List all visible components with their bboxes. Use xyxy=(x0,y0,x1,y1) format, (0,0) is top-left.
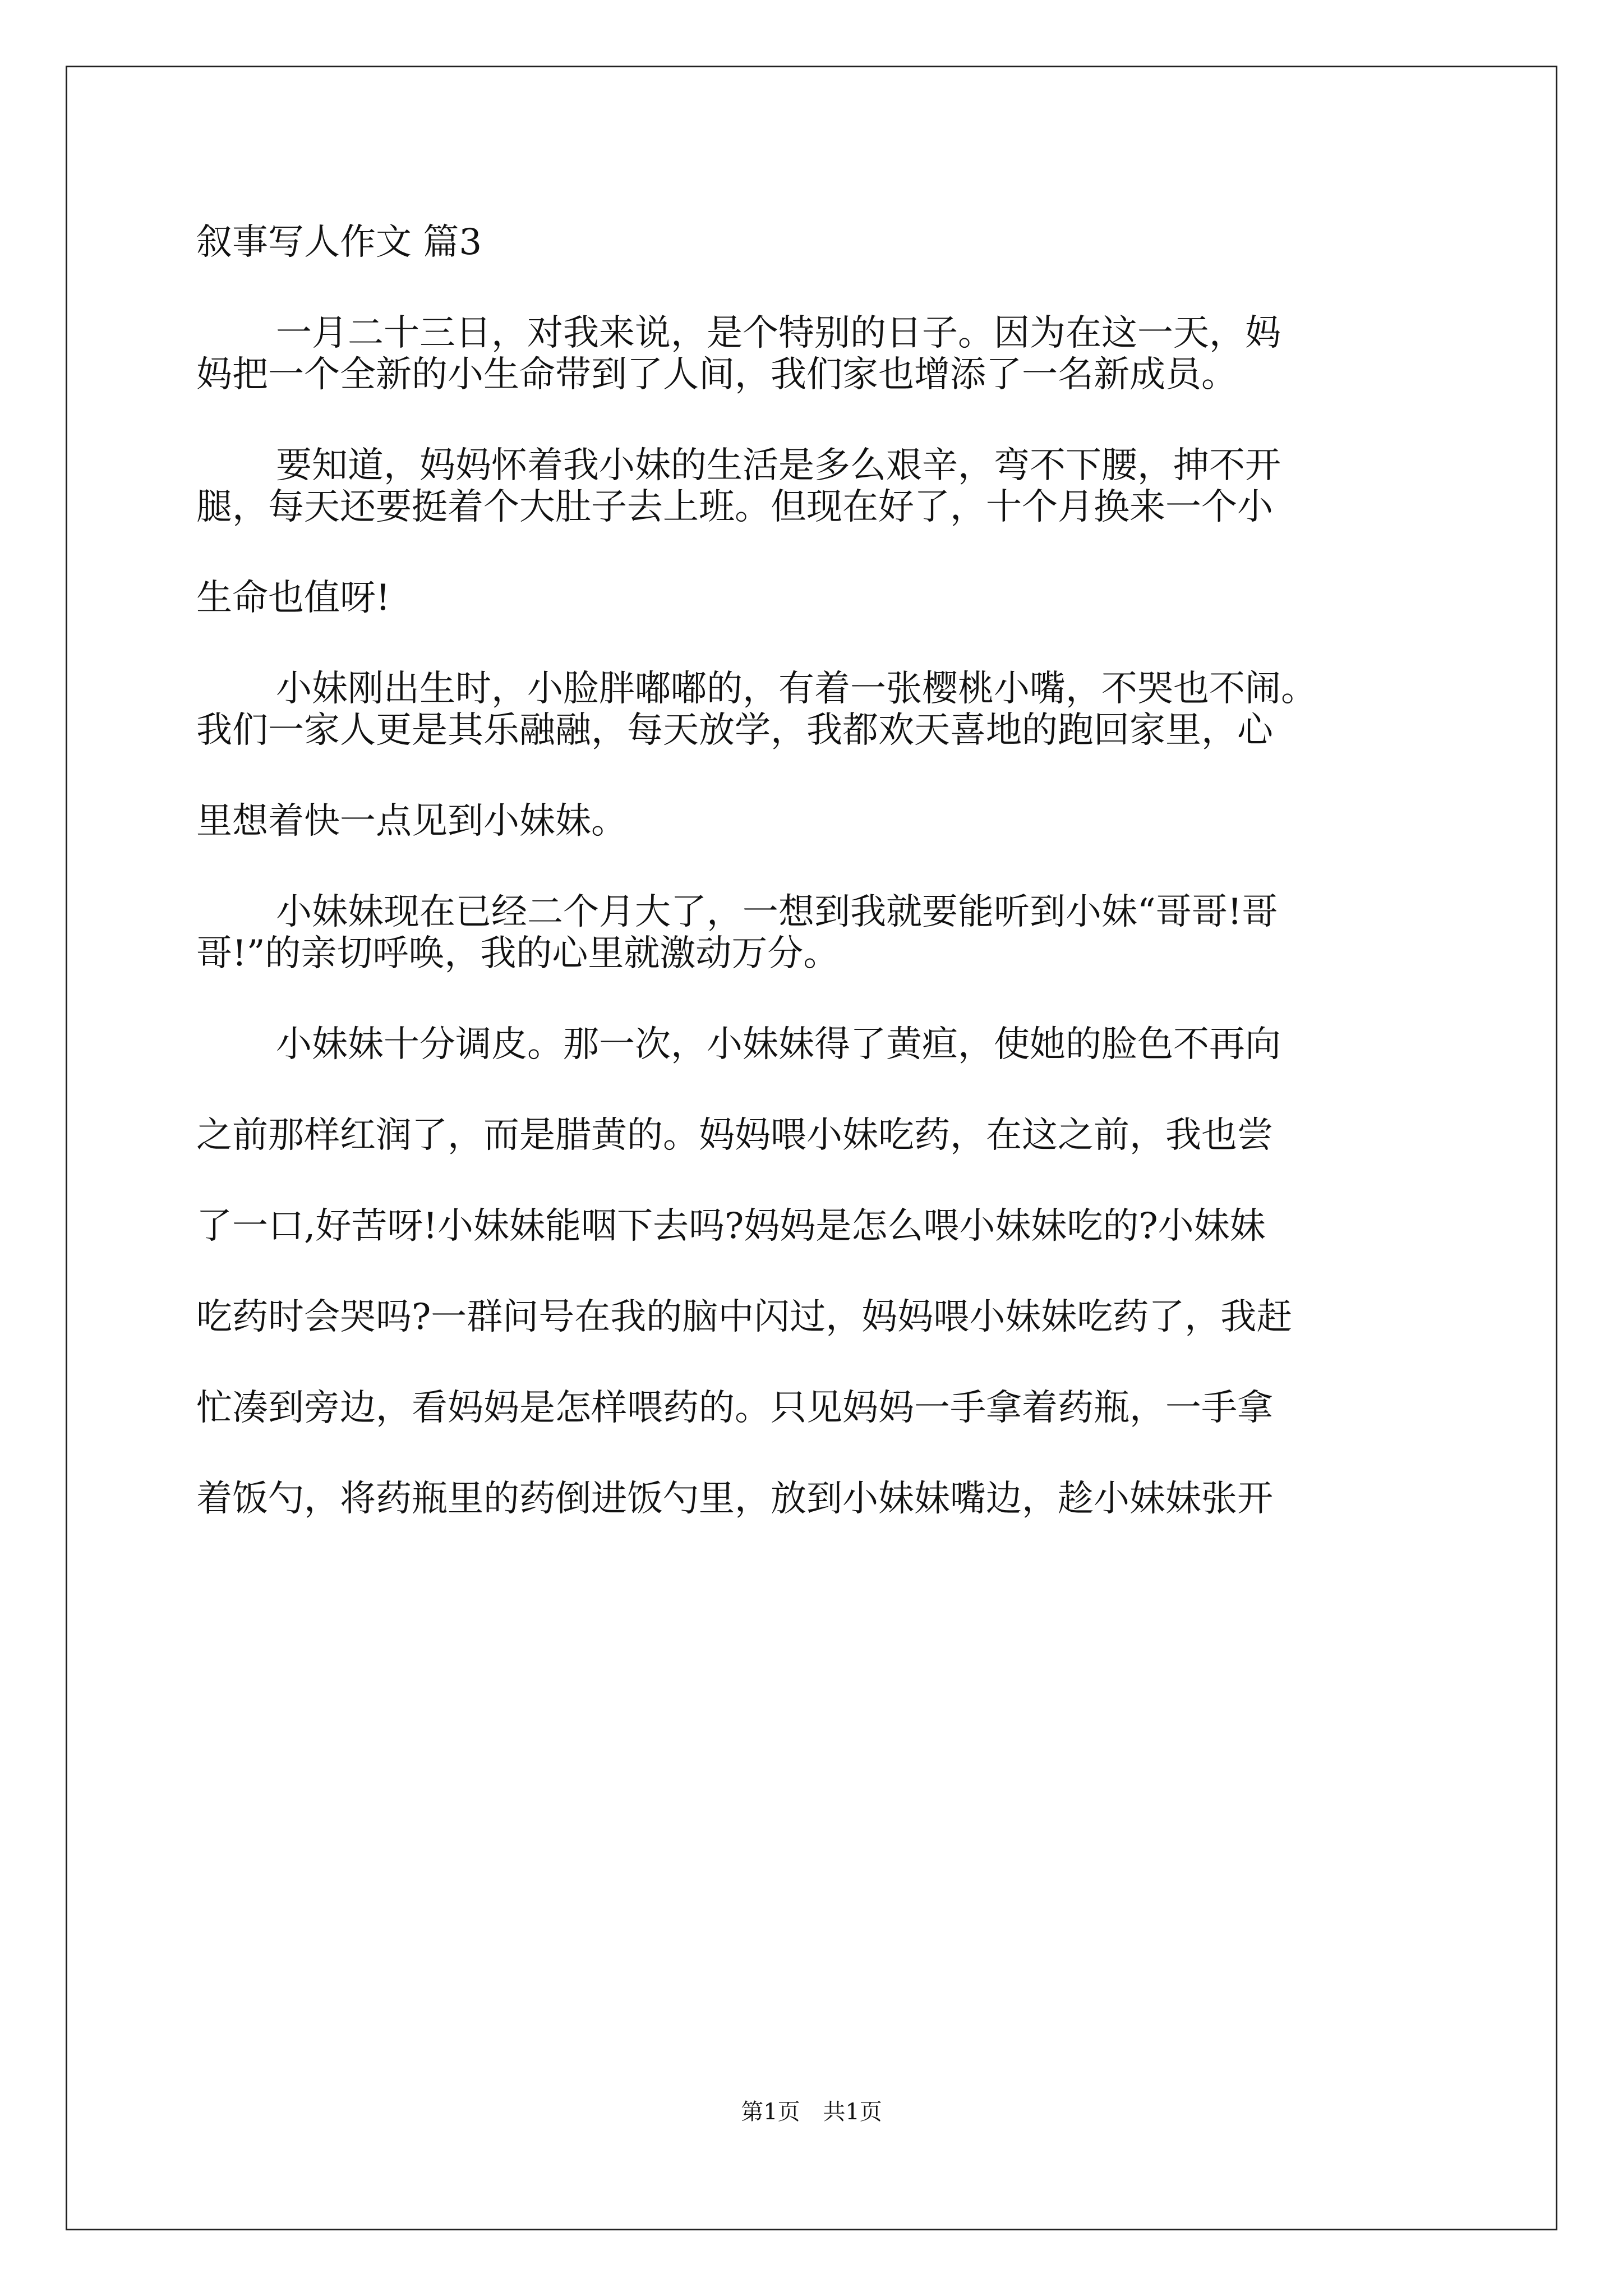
paragraph-line: 着饭勺，将药瓶里的药倒进饭勺里，放到小妹妹嘴边，趁小妹妹张开 xyxy=(196,1478,1273,1520)
paragraph-line: 忙凑到旁边，看妈妈是怎样喂药的。只见妈妈一手拿着药瓶，一手拿 xyxy=(196,1387,1273,1429)
document-heading: 叙事写人作文 篇3 xyxy=(196,222,482,263)
paragraph-line: 里想着快一点见到小妹妹。 xyxy=(196,800,627,842)
page-number-current: 第1页 xyxy=(741,2099,800,2125)
paragraph-3 xyxy=(196,668,1430,842)
paragraph-line: 一月二十三日，对我来说，是个特别的日子。因为在这一天，妈 xyxy=(276,312,1281,354)
page-footer xyxy=(0,2098,1623,2126)
paragraph-line: 生命也值呀! xyxy=(196,577,390,619)
paragraph-4 xyxy=(196,891,1430,974)
page-number-total: 共1页 xyxy=(823,2099,882,2125)
document-body xyxy=(196,222,1430,1520)
paragraph-line: 妈把一个全新的小生命带到了人间，我们家也增添了一名新成员。 xyxy=(196,354,1237,395)
paragraph-5 xyxy=(196,1024,1430,1520)
paragraph-line: 之前那样红润了，而是腊黄的。妈妈喂小妹吃药，在这之前，我也尝 xyxy=(196,1115,1273,1156)
paragraph-line: 腿，每天还要挺着个大肚子去上班。但现在好了，十个月换来一个小 xyxy=(196,486,1273,528)
paragraph-line: 吃药时会哭吗?一群问号在我的脑中闪过，妈妈喂小妹妹吃药了，我赶 xyxy=(196,1296,1293,1338)
paragraph-line: 小妹刚出生时，小脸胖嘟嘟的，有着一张樱桃小嘴，不哭也不闹。 xyxy=(276,668,1317,710)
paragraph-1 xyxy=(196,312,1430,395)
paragraph-line: 要知道，妈妈怀着我小妹的生活是多么艰辛，弯不下腰，抻不开 xyxy=(276,445,1281,486)
paragraph-line: 小妹妹现在已经二个月大了，一想到我就要能听到小妹“哥哥!哥 xyxy=(276,891,1278,933)
paragraph-2 xyxy=(196,445,1430,619)
paragraph-line: 哥!”的亲切呼唤，我的心里就激动万分。 xyxy=(196,933,840,974)
paragraph-line: 小妹妹十分调皮。那一次，小妹妹得了黄疸，使她的脸色不再向 xyxy=(276,1024,1281,1065)
paragraph-line: 我们一家人更是其乐融融，每天放学，我都欢天喜地的跑回家里，心 xyxy=(196,710,1273,751)
paragraph-line: 了一口,好苦呀!小妹妹能咽下去吗?妈妈是怎么喂小妹妹吃的?小妹妹 xyxy=(196,1205,1266,1247)
